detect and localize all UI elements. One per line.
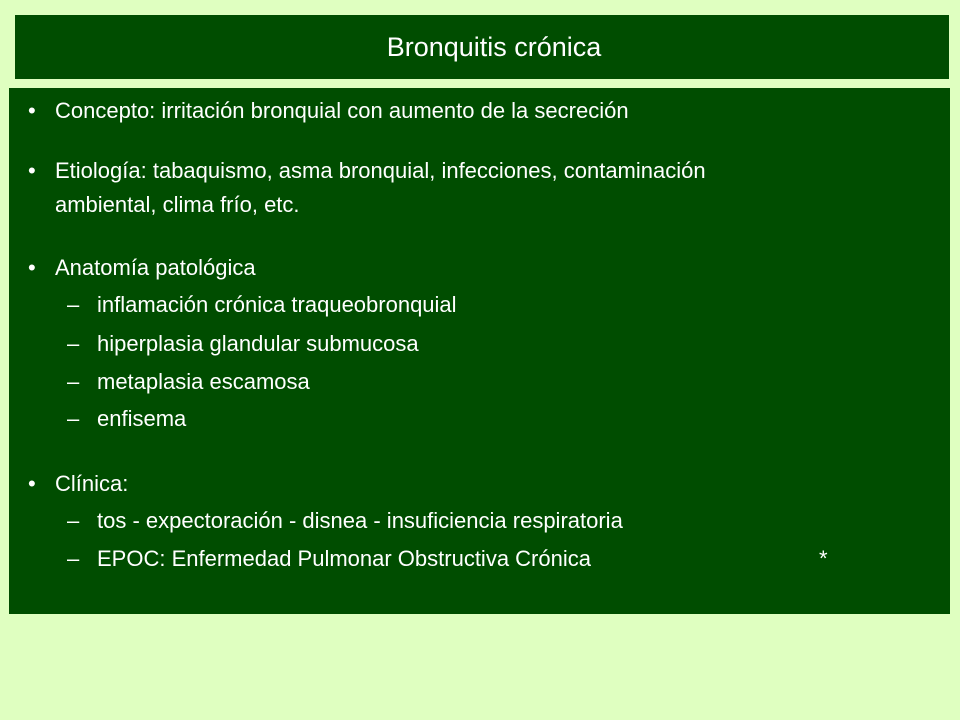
dash-marker: – [67, 331, 80, 356]
bullet-marker: • [28, 255, 36, 280]
bullet-text: Clínica: [55, 471, 129, 496]
bullet-text: Concepto: irritación bronquial con aumento de la secreción [55, 98, 629, 123]
subitem-text: inflamación crónica traqueobronquial [97, 292, 457, 317]
subitem-text: enfisema [97, 406, 187, 431]
dash-marker: – [67, 406, 80, 431]
dash-marker: – [67, 508, 80, 533]
dash-marker: – [67, 292, 80, 317]
subitem-text: tos - expectoración - disnea - insuficiencia respiratoria [97, 508, 623, 533]
subitem-text: hiperplasia glandular submucosa [97, 331, 419, 356]
subitem-text: EPOC: Enfermedad Pulmonar Obstructiva Crónica [97, 546, 591, 571]
dash-marker: – [67, 546, 80, 571]
bullet-marker: • [28, 471, 36, 496]
title-banner [15, 15, 949, 79]
bullet-text: ambiental, clima frío, etc. [55, 192, 300, 217]
asterisk-mark: * [819, 546, 828, 571]
dash-marker: – [67, 369, 80, 394]
bullet-marker: • [28, 98, 36, 123]
subitem-text: metaplasia escamosa [97, 369, 310, 394]
content-panel [9, 88, 950, 614]
bullet-marker: • [28, 158, 36, 183]
bullet-text: Anatomía patológica [55, 255, 256, 280]
bullet-text: Etiología: tabaquismo, asma bronquial, infecciones, contaminación [55, 158, 706, 183]
slide-title: Bronquitis crónica [386, 31, 602, 62]
